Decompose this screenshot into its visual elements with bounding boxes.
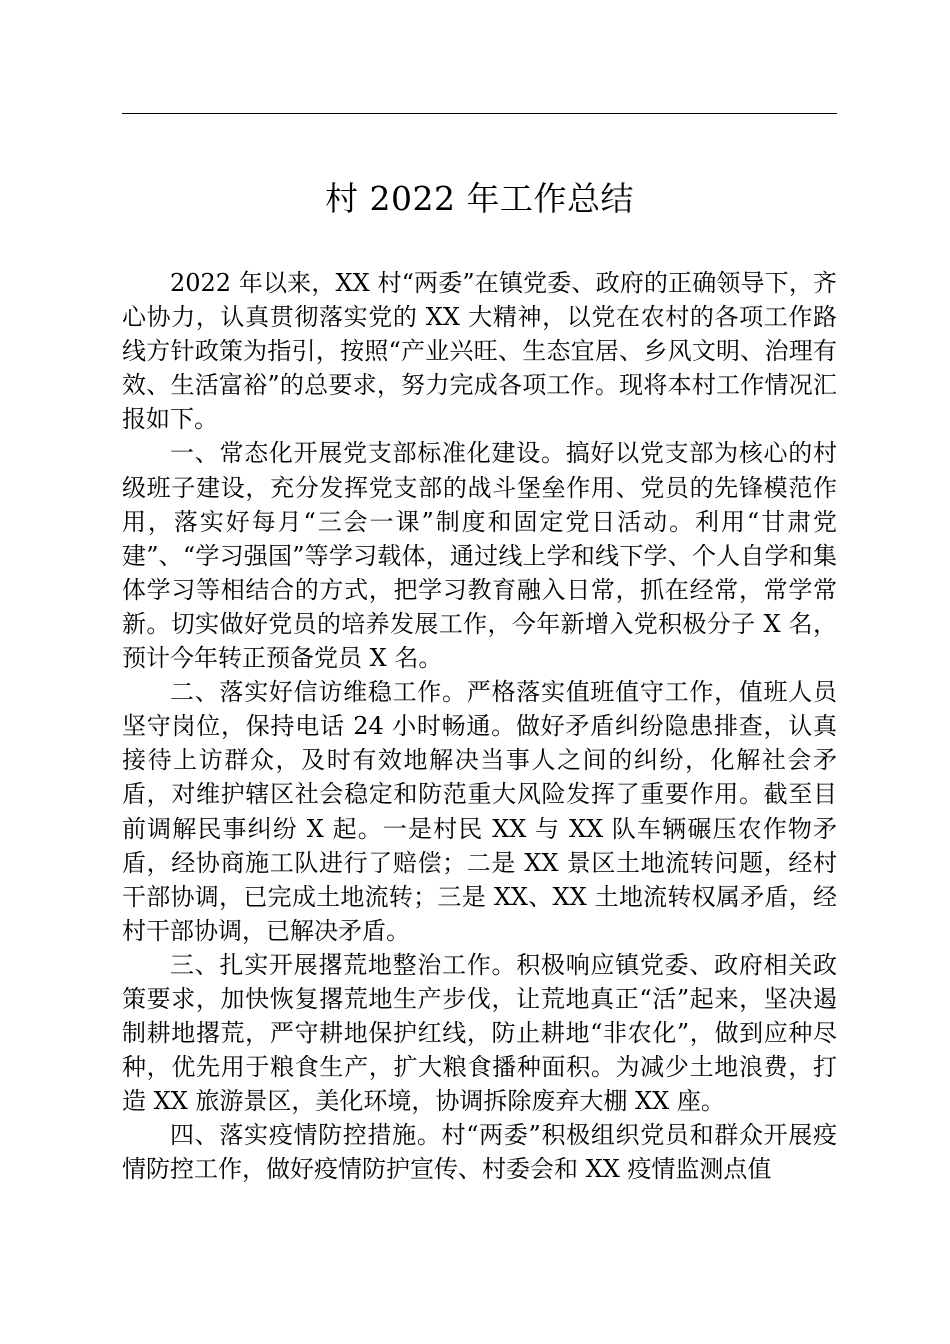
document-body bbox=[122, 266, 837, 1187]
paragraph-intro: 2022 年以来，XX 村“两委”在镇党委、政府的正确领导下，齐心协力，认真贯彻落实党的 XX 大精神，以党在农村的各项工作路线方针政策为指引，按照“产业兴旺、生态宜居、乡风文明、治理有效、生活富裕”的总要求，努力完成各项工作。现将本村工作情况汇报如下。 bbox=[122, 269, 837, 434]
paragraph-abandoned-land: 三、扎实开展撂荒地整治工作。积极响应镇党委、政府相关政策要求，加快恢复撂荒地生产步伐，让荒地真正“活”起来，坚决遏制耕地撂荒，严守耕地保护红线，防止耕地“非农化”，做到应种尽种，优先用于粮食生产，扩大粮食播种面积。为减少土地浪费，打造 XX 旅游景区，美化环境，协调拆除废弃大棚 XX 座。 bbox=[122, 950, 837, 1116]
header-rule bbox=[122, 113, 837, 114]
paragraph-epidemic-control: 四、落实疫情防控措施。村“两委”积极组织党员和群众开展疫情防控工作，做好疫情防护宣传、村委会和 XX 疫情监测点值 bbox=[122, 1121, 837, 1184]
document-title: 村 2022 年工作总结 bbox=[325, 179, 634, 218]
paragraph-party-branch: 一、常态化开展党支部标准化建设。搞好以党支部为核心的村级班子建设，充分发挥党支部的战斗堡垒作用、党员的先锋模范作用，落实好每月“三会一课”制度和固定党日活动。利用“甘肃党建”、“学习强国”等学习载体，通过线上学和线下学、个人自学和集体学习等相结合的方式，把学习教育融入日常，抓在经常，常学常新。切实做好党员的培养发展工作，今年新增入党积极分子 X 名，预计今年转正预备党员 X 名。 bbox=[122, 439, 837, 673]
paragraph-petition-stability: 二、落实好信访维稳工作。严格落实值班值守工作，值班人员坚守岗位，保持电话 24 小时畅通。做好矛盾纠纷隐患排查，认真接待上访群众，及时有效地解决当事人之间的纠纷，化解社会矛盾，对维护辖区社会稳定和防范重大风险发挥了重要作用。截至目前调解民事纠纷 X 起。一是村民 XX 与 XX 队车辆碾压农作物矛盾，经协商施工队进行了赔偿；二是 XX 景区土地流转问题，经村干部协调，已完成土地流转；三是 XX、XX 土地流转权属矛盾，经村干部协调，已解决矛盾。 bbox=[122, 678, 837, 945]
